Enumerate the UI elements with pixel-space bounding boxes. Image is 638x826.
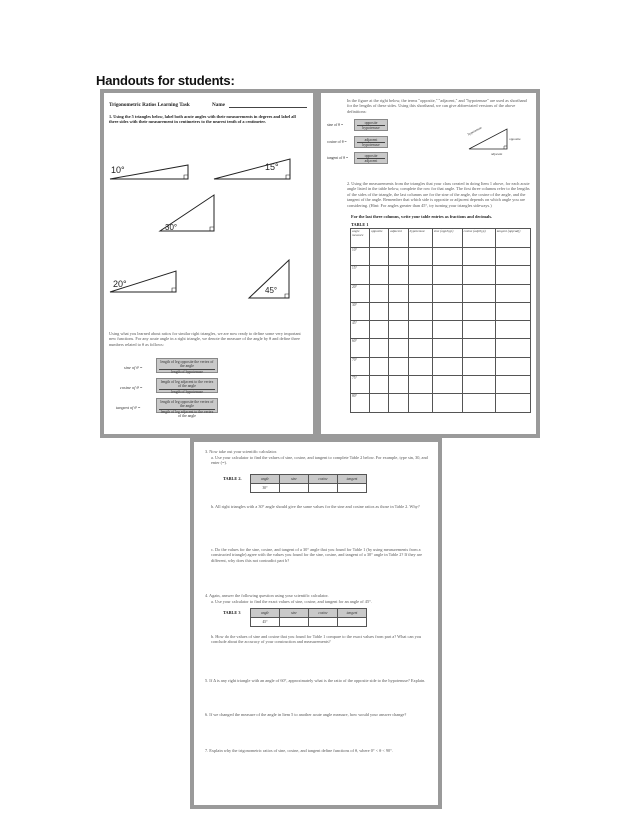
table-2 bbox=[250, 474, 367, 493]
question-1: 1. Using the 5 triangles below, label both acute angles with their measurements in degrees and label all three sides with their measurement in centimeters to the nearest tenth of a centimeter. bbox=[109, 114, 296, 125]
question-5: 5. If Δ is any right triangle with an angle of 60°, approximately what is the ratio of the opposite side to the hypotenuse? Explain. bbox=[205, 678, 426, 683]
table-row bbox=[351, 248, 531, 266]
tangent-def-fraction bbox=[156, 398, 218, 419]
p2-sine-label: sine of θ = bbox=[327, 123, 344, 127]
t2-cosine-cell[interactable] bbox=[309, 484, 338, 493]
question-2-bold: For the last three columns, write your table entries as fractions and decimals. bbox=[351, 214, 493, 219]
table2-header-row bbox=[251, 475, 367, 484]
p2-sine-num: opposite bbox=[357, 121, 385, 126]
t1-head-opposite: opposite bbox=[370, 229, 389, 248]
t1-angle-cell: 70° bbox=[351, 357, 370, 375]
sine-def-num: length of leg opposite the vertex of the angle bbox=[160, 360, 214, 369]
table-row bbox=[251, 618, 367, 627]
cosine-def-label: cosine of θ = bbox=[120, 385, 143, 390]
opposite-label: opposite bbox=[509, 137, 521, 141]
p2-sine-den: hypotenuse bbox=[362, 126, 380, 131]
t1-head-cosine: cosine (adj/hyp) bbox=[462, 229, 495, 248]
p2-cosine-den: hypotenuse bbox=[362, 143, 380, 148]
table1-title: TABLE 1 bbox=[351, 222, 369, 227]
question-2: 2. Using the measurements from the triangles that your class created in doing Item 1 above, for each acute angle listed in the table below, complete the row for that angle. The first three columns refer to the lengths of the sides of the triangle, the last columns are for the sine of the angle, the cosine of the angle, and the tangent of the angle. Remember that which side is opposite or adjacent depends on which angle you are considering. (Hint: For angles greater than 45°, try turning your triangles sideways.) bbox=[347, 181, 530, 208]
t2-head-sine: sine bbox=[280, 475, 309, 484]
sine-def-fraction bbox=[156, 358, 218, 373]
table-3 bbox=[250, 608, 367, 627]
table-row bbox=[351, 302, 531, 320]
sine-def-label: sine of θ = bbox=[124, 365, 143, 370]
p2-tangent-den: adjacent bbox=[364, 159, 378, 164]
cosine-def-num: length of leg adjacent to the vertex of the angle bbox=[160, 380, 214, 389]
question-4a: a. Use your calculator to find the exact values of sine, cosine, and tangent for an angle of 45°. bbox=[211, 599, 372, 604]
t1-angle-cell: 60° bbox=[351, 339, 370, 357]
t2-sine-cell[interactable] bbox=[280, 484, 309, 493]
t1-head-adjacent: adjacent bbox=[389, 229, 408, 248]
question-3: 3. Now take out your scientific calculator. bbox=[205, 449, 278, 454]
t3-sine-cell[interactable] bbox=[280, 618, 309, 627]
t1-angle-cell: 45° bbox=[351, 321, 370, 339]
question-3c: c. Do the values for the sine, cosine, and tangent of a 30° angle that you found for Table 1 (by using measurements from a constructed triangle) agree with the values you found for the sine, cosine, and tangent of a 30° angle in Table 2? If they are different, why does this not contradict part b? bbox=[211, 547, 422, 563]
adjacent-label: adjacent bbox=[491, 152, 503, 156]
question-6: 6. If we changed the measure of the angle in Item 5 to another acute angle measure, how would your answer change? bbox=[205, 712, 407, 717]
cosine-def-fraction bbox=[156, 378, 218, 393]
question-3a: a. Use your calculator to find the values of sine, cosine, and tangent to complete Table 2 below. For example, type sin, 30, and enter (=). bbox=[211, 455, 428, 466]
p2-tangent-fraction bbox=[354, 152, 388, 164]
t2-head-angle: angle bbox=[251, 475, 280, 484]
page1-title: Trigonometric Ratios Learning Task bbox=[109, 102, 190, 108]
p2-tangent-num: opposite bbox=[357, 154, 385, 159]
t2-head-cosine: cosine bbox=[309, 475, 338, 484]
name-label: Name bbox=[212, 102, 225, 108]
question-7: 7. Explain why the trigonometric ratios of sine, cosine, and tangent define functions of θ, where 0° < θ < 90°. bbox=[205, 748, 393, 753]
t1-head-hypotenuse: hypotenuse bbox=[408, 229, 432, 248]
p2-cosine-fraction bbox=[354, 136, 388, 148]
definitions-intro: Using what you learned about ratios for similar right triangles, we are now ready to define some very important new functions. For any acute angle in a right triangle, we denote the measure of the angle by θ and define three numbers related to θ as follows: bbox=[109, 331, 301, 347]
t2-angle-cell: 30° bbox=[251, 484, 280, 493]
question-4b: b. How do the values of sine and cosine that you found for Table 1 compare to the exact values from part a? What can you conclude about the accuracy of your construction and measurements? bbox=[211, 634, 422, 645]
t3-head-cosine: cosine bbox=[309, 609, 338, 618]
table-row bbox=[351, 339, 531, 357]
triangle-angle-45: 45° bbox=[265, 286, 278, 295]
table-row bbox=[351, 394, 531, 412]
question-3b: b. All right triangles with a 30° angle should give the same values for the sine and cosine ratios as those in Table 2. Why? bbox=[211, 504, 420, 509]
tangent-def-num: length of leg opposite the vertex of the angle bbox=[160, 400, 214, 409]
triangle-angle-20: 20° bbox=[113, 279, 127, 289]
table-row bbox=[351, 357, 531, 375]
t1-angle-cell: 20° bbox=[351, 284, 370, 302]
table-row bbox=[351, 321, 531, 339]
table-row bbox=[351, 284, 531, 302]
t1-angle-cell: 75° bbox=[351, 376, 370, 394]
t1-angle-cell: 80° bbox=[351, 394, 370, 412]
t1-angle-cell: 10° bbox=[351, 248, 370, 266]
table3-title: TABLE 3 bbox=[223, 610, 241, 615]
p2-sine-fraction bbox=[354, 119, 388, 131]
p2-tangent-label: tangent of θ = bbox=[327, 156, 349, 160]
table1-header-row bbox=[351, 229, 531, 248]
t1-angle-cell: 15° bbox=[351, 266, 370, 284]
t2-tangent-cell[interactable] bbox=[338, 484, 367, 493]
p2-cosine-num: adjacent bbox=[357, 138, 385, 143]
t3-head-tangent: tangent bbox=[338, 609, 367, 618]
cosine-def-den: length of hypotenuse bbox=[171, 389, 203, 394]
triangle-angle-10: 10° bbox=[111, 165, 125, 175]
t1-angle-cell: 30° bbox=[351, 302, 370, 320]
triangle-angle-15: 15° bbox=[265, 162, 279, 172]
tangent-def-den: length of leg adjacent to the vertex of the angle bbox=[160, 409, 214, 419]
triangle-angle-30: 30° bbox=[165, 223, 178, 232]
table-row bbox=[251, 484, 367, 493]
t1-head-angle: angle measure bbox=[351, 229, 370, 248]
table2-title: TABLE 2. bbox=[223, 476, 242, 481]
t1-head-sine: sine (opp/hyp) bbox=[432, 229, 462, 248]
page2-intro: In the figure at the right below, the terms "opposite," "adjacent," and "hypotenuse" are used as shorthand for the lengths of these sides. Using this shorthand, we can give abbreviated versions of the above definitions: bbox=[347, 98, 527, 114]
question-4: 4. Again, answer the following question using your scientific calculator. bbox=[205, 593, 329, 598]
handouts-heading: Handouts for students: bbox=[96, 73, 235, 88]
t3-angle-cell: 45° bbox=[251, 618, 280, 627]
p2-cosine-label: cosine of θ = bbox=[327, 140, 347, 144]
t3-head-angle: angle bbox=[251, 609, 280, 618]
table-1 bbox=[350, 228, 531, 413]
tangent-def-label: tangent of θ = bbox=[116, 405, 141, 410]
t3-head-sine: sine bbox=[280, 609, 309, 618]
t2-head-tangent: tangent bbox=[338, 475, 367, 484]
hypotenuse-label: hypotenuse bbox=[466, 125, 483, 137]
sine-def-den: length of hypotenuse bbox=[171, 369, 203, 374]
page2-sheet bbox=[321, 93, 536, 434]
page1-sheet bbox=[104, 93, 313, 434]
t3-cosine-cell[interactable] bbox=[309, 618, 338, 627]
t1-head-tangent: tangent (opp/adj) bbox=[495, 229, 530, 248]
table-row bbox=[351, 376, 531, 394]
t3-tangent-cell[interactable] bbox=[338, 618, 367, 627]
page3-sheet bbox=[194, 442, 438, 805]
table-row bbox=[351, 266, 531, 284]
table3-header-row bbox=[251, 609, 367, 618]
